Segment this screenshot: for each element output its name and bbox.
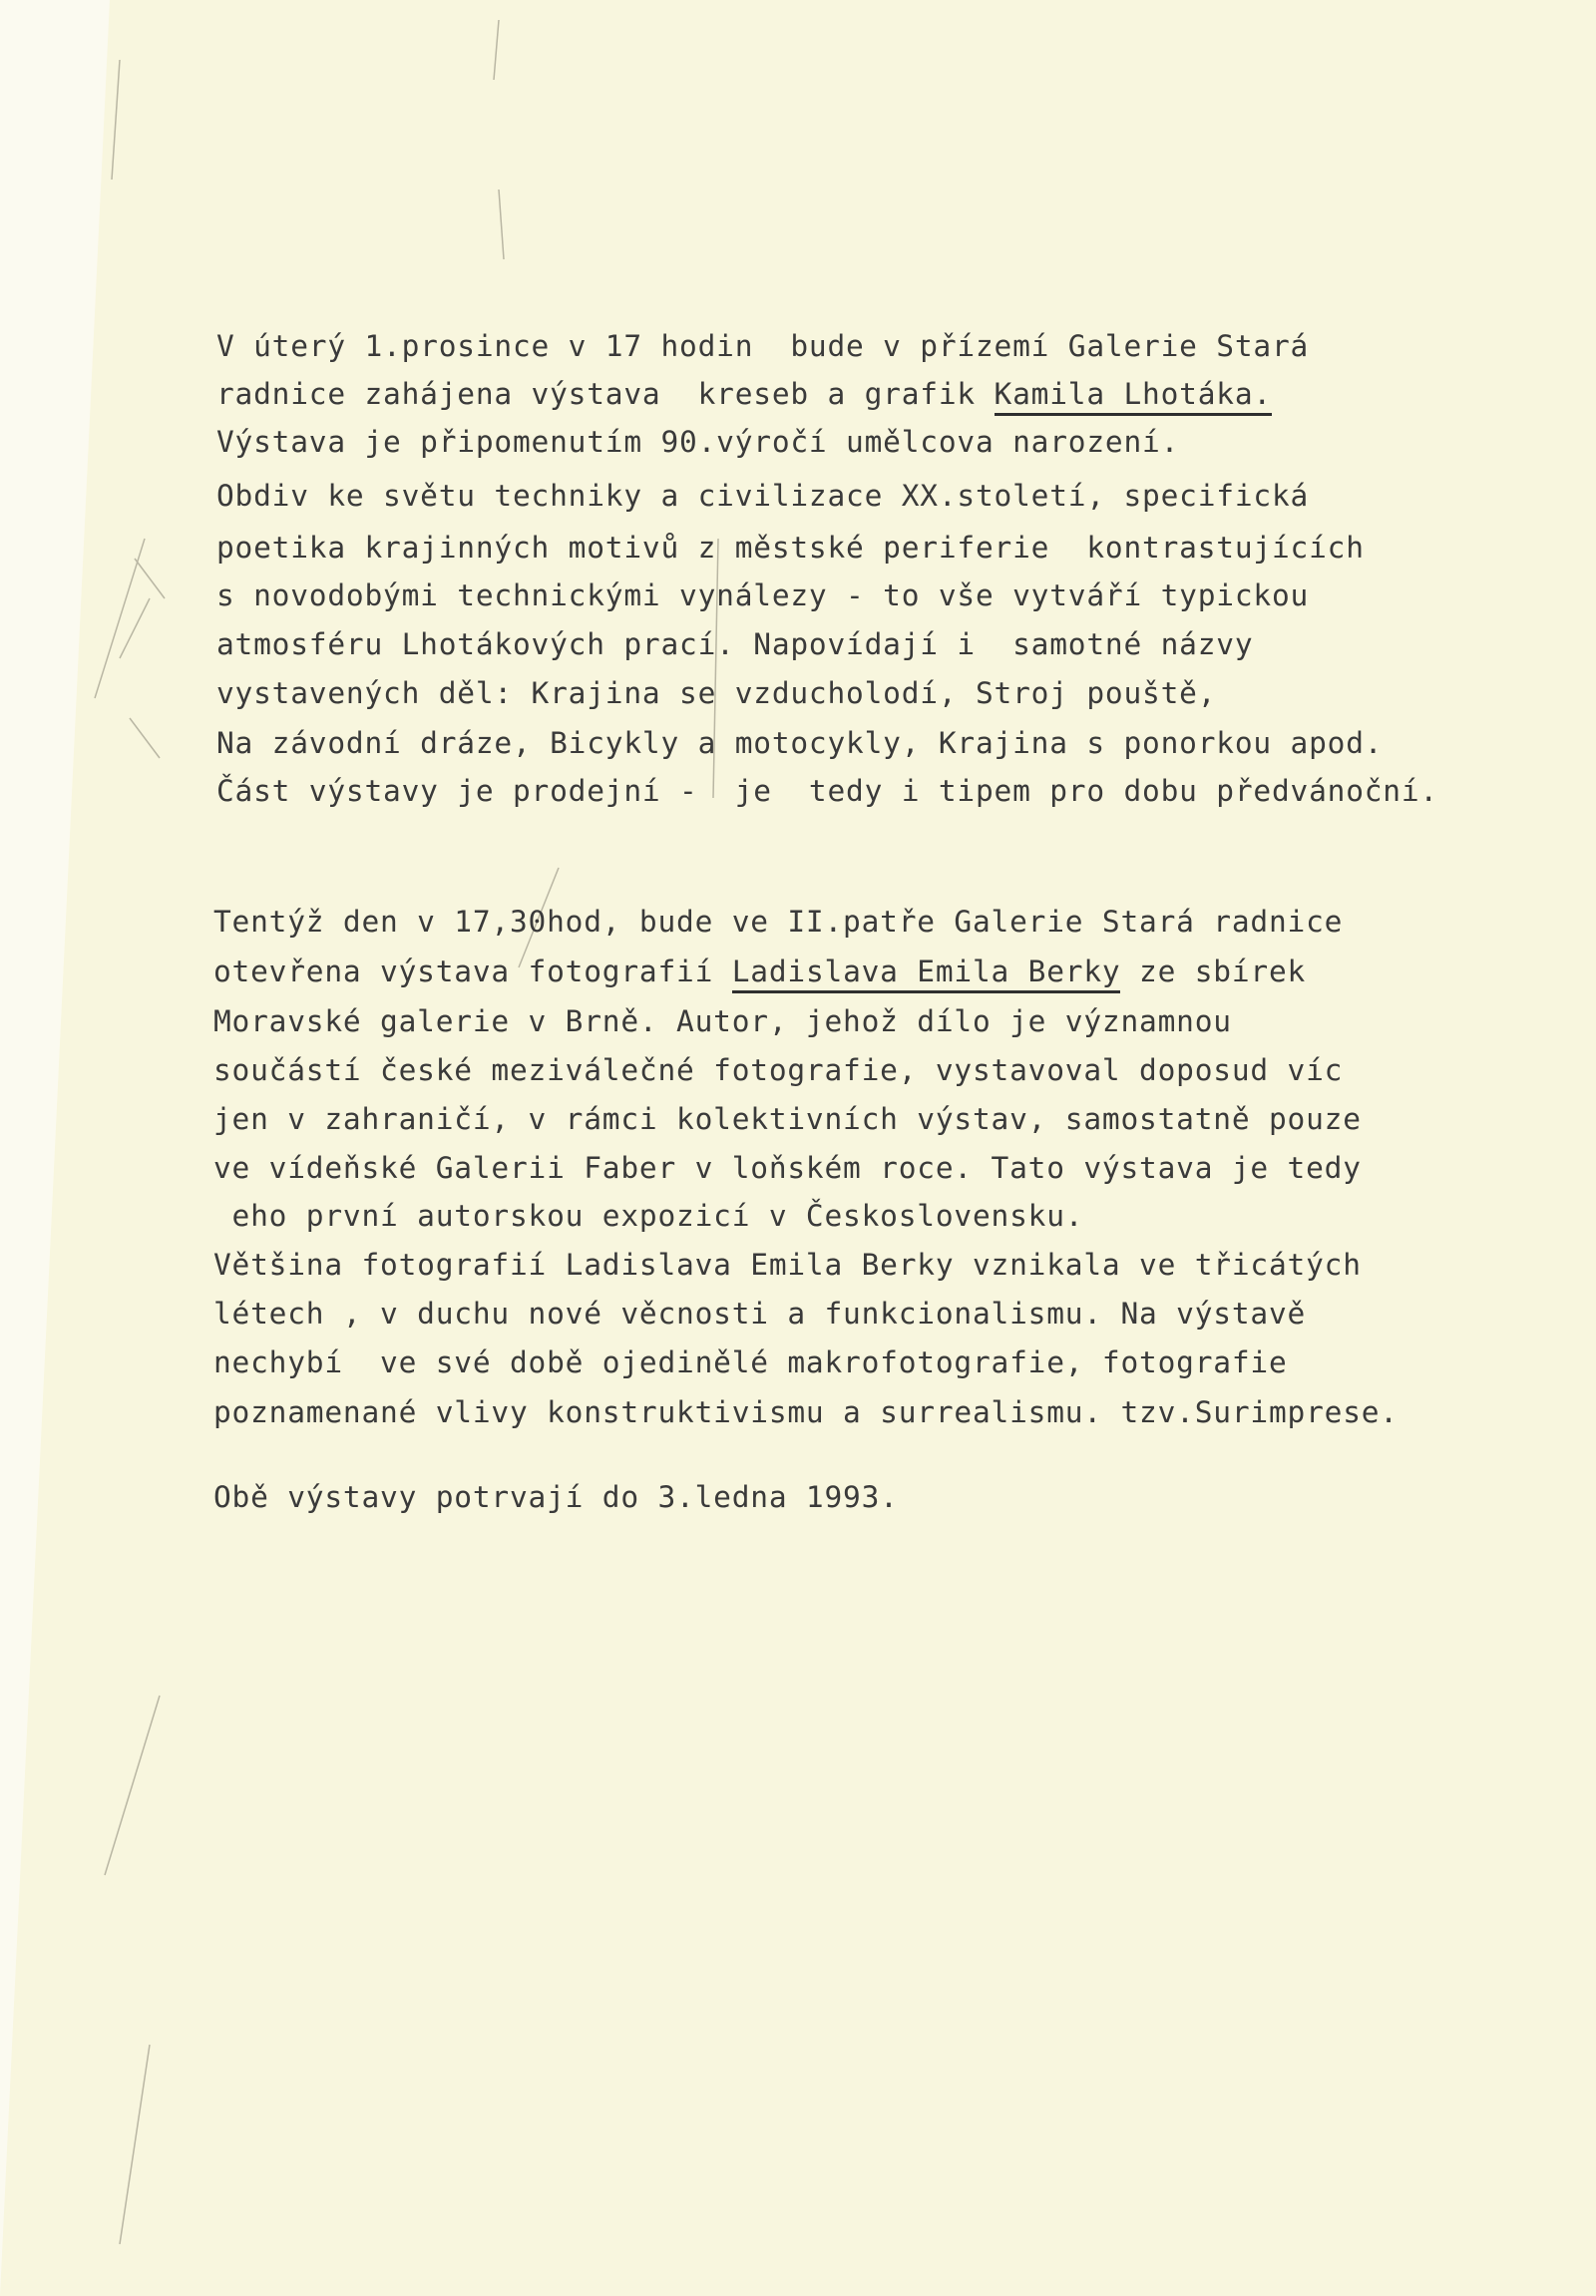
text-line-part: otevřena výstava fotografií [213,955,732,988]
artist-name-underlined: Kamila Lhotáka. [995,377,1272,416]
text-line: V úterý 1.prosince v 17 hodin bude v přízemí Galerie Stará [216,329,1310,363]
text-line: eho první autorskou expozicí v Československu. [213,1199,1084,1233]
text-line: Na závodní dráze, Bicykly a motocykly, Krajina s ponorkou apod. [216,726,1384,760]
text-line: Moravské galerie v Brně. Autor, jehož dílo je významnou [213,1004,1232,1038]
text-line: Obě výstavy potrvají do 3.ledna 1993. [213,1480,899,1514]
photographer-name-underlined: Ladislava Emila Berky [732,955,1121,993]
text-line: létech , v duchu nové věcnosti a funkcionalismu. Na výstavě [213,1297,1307,1331]
text-line: poetika krajinných motivů z městské periferie kontrastujících [216,531,1365,565]
text-line [216,377,1272,411]
text-line: s novodobými technickými vynálezy - to vše vytváří typickou [216,578,1310,612]
text-line [213,957,1306,987]
text-line: Tentýž den v 17,30hod, bude ve II.patře Galerie Stará radnice [213,905,1344,939]
text-line: vystavených děl: Krajina se vzducholodí, Stroj pouště, [216,676,1217,710]
text-line: jen v zahraničí, v rámci kolektivních výstav, samostatně pouze [213,1102,1362,1136]
text-line: poznamenané vlivy konstruktivismu a surrealismu. tzv.Surimprese. [213,1395,1398,1429]
text-line: atmosféru Lhotákových prací. Napovídají i samotné názvy [216,627,1254,661]
text-line-part: radnice zahájena výstava kreseb a grafik [216,377,995,411]
text-line: nechybí ve své době ojedinělé makrofotografie, fotografie [213,1345,1288,1379]
text-line: Obdiv ke světu techniky a civilizace XX.století, specifická [216,479,1310,513]
text-line: Část výstavy je prodejní - je tedy i tipem pro dobu předvánoční. [216,774,1438,808]
text-line: součástí české meziválečné fotografie, vystavoval doposud víc [213,1053,1344,1087]
text-line: Většina fotografií Ladislava Emila Berky vznikala ve třicátých [213,1248,1362,1282]
text-line-part: ze sbírek [1120,955,1307,988]
text-line: ve vídeňské Galerii Faber v loňském roce. Tato výstava je tedy [213,1151,1362,1185]
text-line: Výstava je připomenutím 90.výročí umělcova narození. [216,425,1180,459]
